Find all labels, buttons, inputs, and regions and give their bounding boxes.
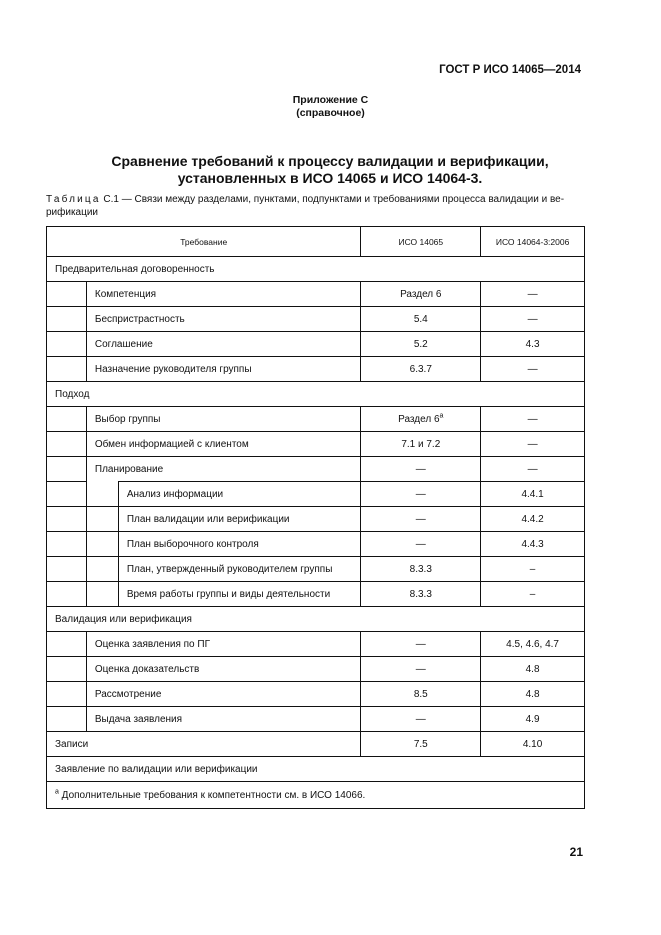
row-label: Оценка доказательств xyxy=(86,657,361,682)
table-row xyxy=(47,432,585,457)
row-iso14064: 4.3 xyxy=(481,332,585,357)
row-iso14064: — xyxy=(481,407,585,432)
table-row xyxy=(47,307,585,332)
row-label: Выдача заявления xyxy=(86,707,361,732)
row-iso14065: — xyxy=(361,657,481,682)
header-iso14064: ИСО 14064-3:2006 xyxy=(481,227,585,257)
section-approach: Подход xyxy=(47,382,585,407)
indent-cell xyxy=(47,332,87,357)
footnote-mark: a xyxy=(55,788,59,796)
annex-heading xyxy=(0,94,661,120)
table-caption xyxy=(46,194,591,219)
row-iso14064: — xyxy=(481,282,585,307)
indent-cell xyxy=(47,557,87,582)
row-iso14065: — xyxy=(361,482,481,507)
table-row xyxy=(47,732,585,757)
row-iso14064: 4.4.1 xyxy=(481,482,585,507)
row-iso14064: — xyxy=(481,432,585,457)
row-label: План выборочного контроля xyxy=(118,532,361,557)
indent-cell xyxy=(86,482,118,507)
row-iso14065: 6.3.7 xyxy=(361,357,481,382)
table-caption-label: Таблица xyxy=(46,194,101,205)
table-caption-text: С.1 — Связи между разделами, пунктами, подпунктами и требованиями процесса валидации и ве-рификации xyxy=(46,194,565,218)
indent-cell xyxy=(86,532,118,557)
row-iso14065: 5.2 xyxy=(361,332,481,357)
row-iso14064: 4.5, 4.6, 4.7 xyxy=(481,632,585,657)
table-row xyxy=(47,282,585,307)
section-row xyxy=(47,382,585,407)
indent-cell xyxy=(47,357,87,382)
table-row xyxy=(47,357,585,382)
row-iso14064: 4.8 xyxy=(481,657,585,682)
row-iso14065: 8.5 xyxy=(361,682,481,707)
indent-cell xyxy=(86,557,118,582)
row-label: Рассмотрение xyxy=(86,682,361,707)
row-iso14064: — xyxy=(481,357,585,382)
row-label: План, утвержденный руководителем группы xyxy=(118,557,361,582)
row-iso14065-value: Раздел 6 xyxy=(398,413,440,425)
row-iso14065: Раздел 6 xyxy=(361,282,481,307)
section-records: Записи xyxy=(47,732,361,757)
header-requirement: Требование xyxy=(47,227,361,257)
indent-cell xyxy=(86,582,118,607)
indent-cell xyxy=(47,507,87,532)
row-iso14065: 7.1 и 7.2 xyxy=(361,432,481,457)
footnote-ref: a xyxy=(439,412,444,420)
footnote-row xyxy=(47,782,585,809)
indent-cell xyxy=(47,632,87,657)
section-row xyxy=(47,607,585,632)
table-row xyxy=(47,682,585,707)
table-row xyxy=(47,657,585,682)
annex-title: Приложение С xyxy=(292,94,369,106)
annex-subtitle: (справочное) xyxy=(296,107,365,119)
row-iso14065: — xyxy=(361,457,481,482)
row-iso14064: – xyxy=(481,582,585,607)
table-header-row xyxy=(47,227,585,257)
indent-cell xyxy=(47,707,87,732)
row-iso14064: — xyxy=(481,307,585,332)
row-label: Компетенция xyxy=(86,282,361,307)
row-iso14064: 4.10 xyxy=(481,732,585,757)
footnote-text: Дополнительные требования к компетентности см. в ИСО 14066. xyxy=(58,789,366,801)
indent-cell xyxy=(47,432,87,457)
row-iso14065 xyxy=(361,407,481,432)
row-iso14065: — xyxy=(361,632,481,657)
page-number: 21 xyxy=(569,845,583,859)
indent-cell xyxy=(47,407,87,432)
table-row xyxy=(47,707,585,732)
table-row xyxy=(47,407,585,432)
section-statement: Заявление по валидации или верификации xyxy=(47,757,585,782)
table-row xyxy=(47,582,585,607)
document-title-line-2: установленных в ИСО 14065 и ИСО 14064-3. xyxy=(177,170,483,186)
row-label: Соглашение xyxy=(86,332,361,357)
document-title-line-1: Сравнение требований к процессу валидации и верификации, xyxy=(111,153,549,169)
row-iso14064: 4.4.2 xyxy=(481,507,585,532)
comparison-table xyxy=(46,226,585,809)
standard-id: ГОСТ Р ИСО 14065—2014 xyxy=(439,64,581,76)
table-row xyxy=(47,532,585,557)
indent-cell xyxy=(47,282,87,307)
row-iso14065: — xyxy=(361,707,481,732)
indent-cell xyxy=(47,307,87,332)
row-label: Обмен информацией с клиентом xyxy=(86,432,361,457)
row-label: Время работы группы и виды деятельности xyxy=(118,582,361,607)
table-row xyxy=(47,557,585,582)
table-row xyxy=(47,482,585,507)
section-prelim: Предварительная договоренность xyxy=(47,257,585,282)
row-iso14065: 8.3.3 xyxy=(361,582,481,607)
section-validation: Валидация или верификация xyxy=(47,607,585,632)
row-iso14064: – xyxy=(481,557,585,582)
table-row xyxy=(47,457,585,482)
row-label: Выбор группы xyxy=(86,407,361,432)
table-row xyxy=(47,632,585,657)
row-iso14065: — xyxy=(361,532,481,557)
row-label: Планирование xyxy=(86,457,361,482)
row-iso14065: 7.5 xyxy=(361,732,481,757)
table-row xyxy=(47,507,585,532)
row-label: Анализ информации xyxy=(118,482,361,507)
table-footnote xyxy=(47,782,585,809)
indent-cell xyxy=(47,582,87,607)
section-row xyxy=(47,257,585,282)
row-iso14064: 4.4.3 xyxy=(481,532,585,557)
row-iso14065: 8.3.3 xyxy=(361,557,481,582)
row-label: Беспристрастность xyxy=(86,307,361,332)
section-row xyxy=(47,757,585,782)
row-iso14064: 4.8 xyxy=(481,682,585,707)
document-title xyxy=(60,153,600,187)
row-label: Назначение руководителя группы xyxy=(86,357,361,382)
header-iso14065: ИСО 14065 xyxy=(361,227,481,257)
row-iso14065: — xyxy=(361,507,481,532)
table-row xyxy=(47,332,585,357)
row-label: План валидации или верификации xyxy=(118,507,361,532)
row-iso14064: 4.9 xyxy=(481,707,585,732)
indent-cell xyxy=(47,682,87,707)
indent-cell xyxy=(47,532,87,557)
indent-cell xyxy=(47,457,87,482)
row-iso14064: — xyxy=(481,457,585,482)
row-label: Оценка заявления по ПГ xyxy=(86,632,361,657)
indent-cell xyxy=(47,482,87,507)
indent-cell xyxy=(47,657,87,682)
indent-cell xyxy=(86,507,118,532)
row-iso14065: 5.4 xyxy=(361,307,481,332)
